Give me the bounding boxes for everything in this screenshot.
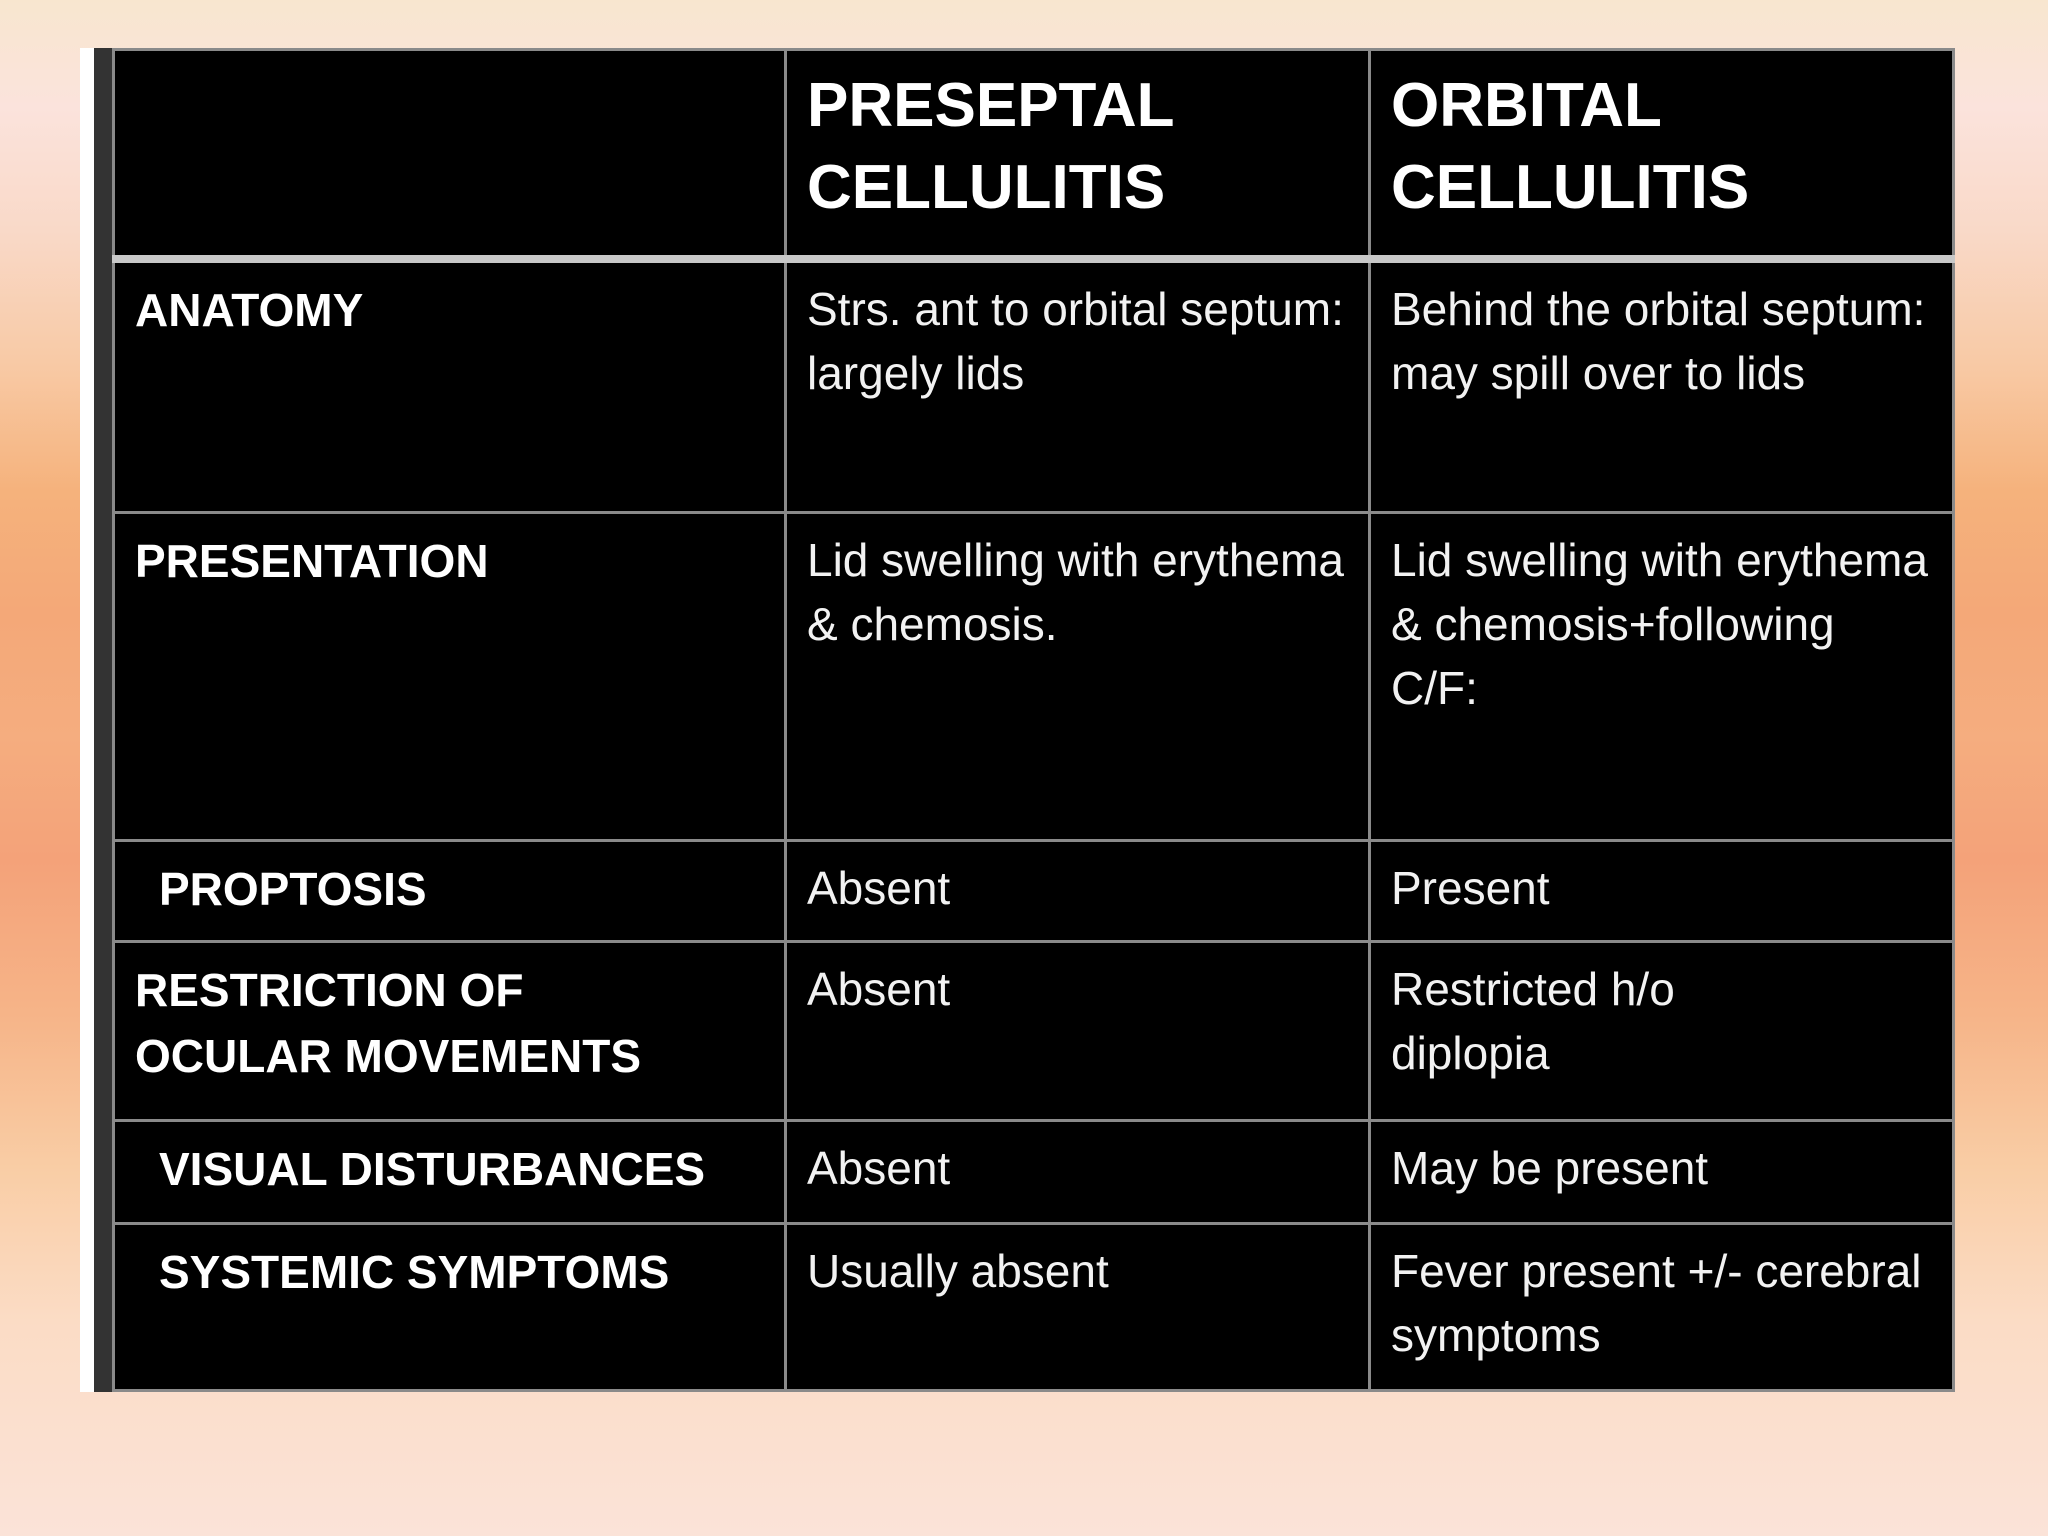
orbital-proptosis: Present [1370,841,1954,942]
orbital-anatomy: Behind the orbital septum: may spill over to lids [1370,259,1954,513]
header-preseptal-text: PRESEPTAL CELLULITIS [807,71,1174,222]
orbital-restriction: Restricted h/o diplopia [1370,941,1954,1120]
preseptal-systemic-symptoms: Usually absent [786,1223,1370,1390]
preseptal-anatomy: Strs. ant to orbital septum: largely lids [786,259,1370,513]
header-orbital-text: ORBITAL CELLULITIS [1391,71,1750,222]
table-row-anatomy [114,259,1954,513]
orbital-visual-disturbances: May be present [1370,1121,1954,1224]
header-row [114,50,1954,259]
row-label-presentation: PRESENTATION [114,513,786,841]
header-orbital [1370,50,1954,259]
preseptal-presentation: Lid swelling with erythema & chemosis. [786,513,1370,841]
row-label-systemic-symptoms: SYSTEMIC SYMPTOMS [114,1223,786,1390]
slide-left-bar [94,48,112,1392]
preseptal-restriction: Absent [786,941,1370,1120]
orbital-systemic-symptoms: Fever present +/- cerebral symptoms [1370,1223,1954,1390]
row-label-anatomy: ANATOMY [114,259,786,513]
row-label-restriction: RESTRICTION OF OCULAR MOVEMENTS [114,941,786,1120]
preseptal-proptosis: Absent [786,841,1370,942]
header-preseptal [786,50,1370,259]
table-row-visual-disturbances [114,1121,1954,1224]
header-empty-cell [114,50,786,259]
row-label-visual-disturbances: VISUAL DISTURBANCES [114,1121,786,1224]
table-row-restriction [114,941,1954,1120]
row-label-proptosis: PROPTOSIS [114,841,786,942]
table-row-proptosis [114,841,1954,942]
preseptal-visual-disturbances: Absent [786,1121,1370,1224]
table-row-systemic-symptoms [114,1223,1954,1390]
orbital-presentation: Lid swelling with erythema & chemosis+following C/F: [1370,513,1954,841]
comparison-table [112,48,1955,1392]
table-row-presentation [114,513,1954,841]
